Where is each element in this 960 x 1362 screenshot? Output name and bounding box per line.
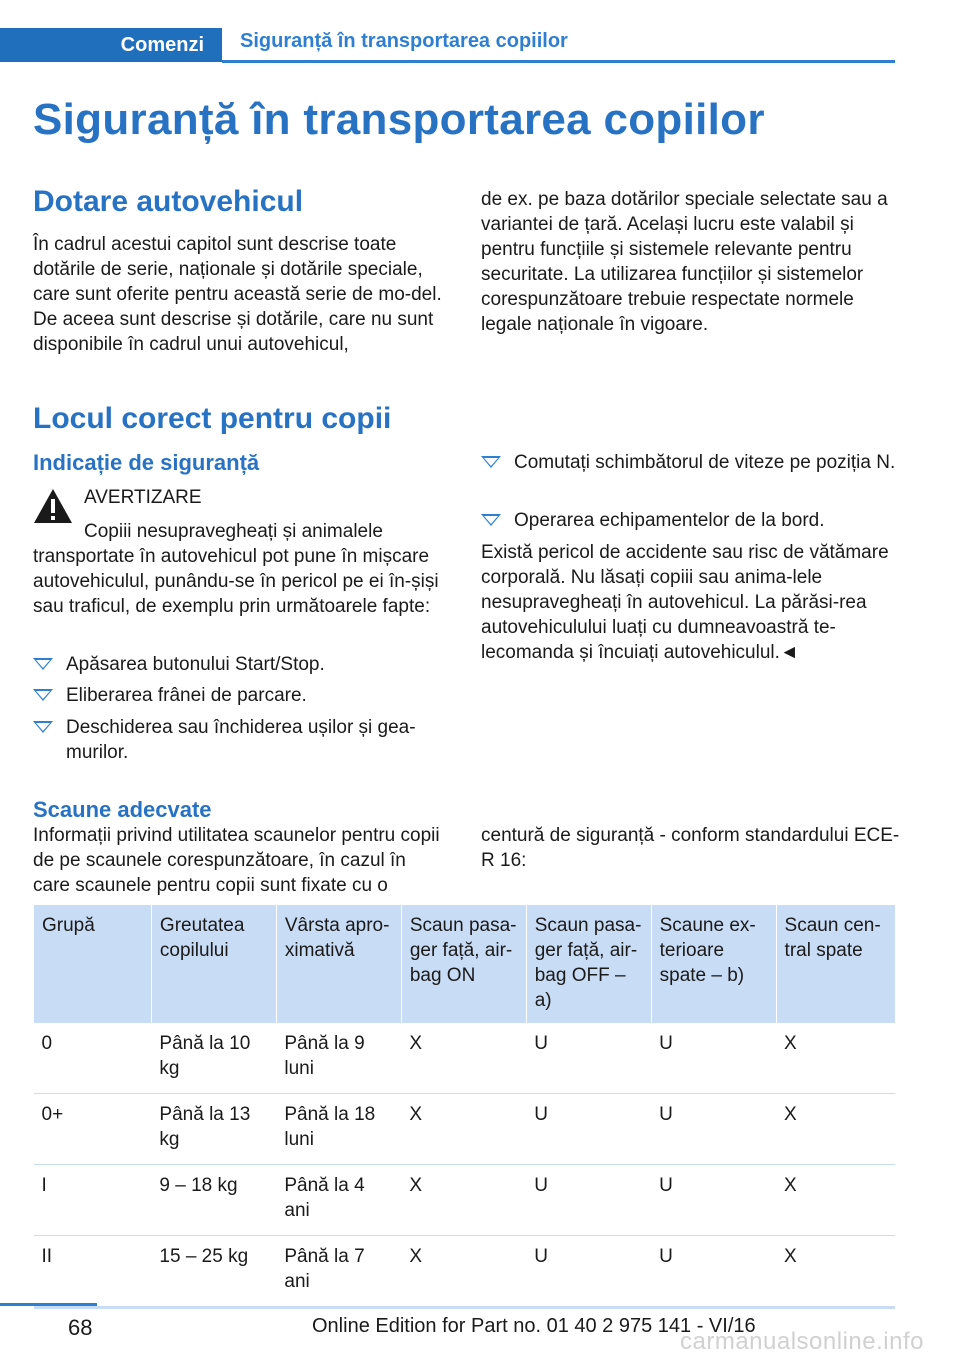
danger-text: Există pericol de accidente sau risc de vătămare corporală. Nu lăsați copiii sau anima-lele nesupravegheați în autovehicul. La părăsi-rea autovehiculului luați cu dumneavoastră te-lecomanda și încuiați autovehiculul.◄ <box>481 542 889 663</box>
bullet-triangle-icon <box>33 689 53 701</box>
header-weight: Greutatea copilului <box>151 905 276 1023</box>
table-cell: 15 – 25 kg <box>151 1236 276 1308</box>
bullet-triangle-icon <box>33 721 53 733</box>
warning-label: AVERTIZARE <box>84 487 202 508</box>
bullet-triangle-icon <box>481 514 501 526</box>
table-cell: Până la 4 ani <box>276 1165 401 1236</box>
list-item <box>33 652 453 677</box>
table-cell: X <box>776 1094 895 1165</box>
bullet-triangle-icon <box>481 456 501 468</box>
table-cell: II <box>34 1236 152 1308</box>
table-cell: U <box>526 1094 651 1165</box>
safety-note-heading: Indicație de siguranță <box>33 450 260 475</box>
table-row <box>34 1236 896 1308</box>
table-cell: I <box>34 1165 152 1236</box>
list-item <box>481 450 901 475</box>
chapter-tab[interactable]: Comenzi <box>0 28 222 62</box>
table-row <box>34 1094 896 1165</box>
watermark: carmanualsonline.info <box>680 1328 924 1355</box>
table-cell: Până la 7 ani <box>276 1236 401 1308</box>
child-seat-table <box>33 905 895 1309</box>
header-rear-center: Scaun cen-tral spate <box>776 905 895 1023</box>
table-cell: X <box>401 1023 526 1094</box>
footer-rule <box>0 1303 97 1306</box>
table-cell: 9 – 18 kg <box>151 1165 276 1236</box>
edition-note: Online Edition for Part no. 01 40 2 975 141 - VI/16 <box>312 1315 756 1337</box>
table-cell: X <box>776 1023 895 1094</box>
table-row <box>34 1023 896 1094</box>
list-item <box>33 683 453 708</box>
seats-text-col2: centură de siguranță - conform standardului ECE-R 16: <box>481 825 900 871</box>
header-rear-outer: Scaune ex-terioare spate – b) <box>651 905 776 1023</box>
list-item <box>33 715 453 765</box>
header-group: Grupă <box>34 905 152 1023</box>
list-item-text: Operarea echipamentelor de la bord. <box>514 510 825 531</box>
list-item <box>481 508 901 533</box>
table-cell: Până la 10 kg <box>151 1023 276 1094</box>
header-front-airbag-on: Scaun pasa-ger față, air-bag ON <box>401 905 526 1023</box>
table-cell: X <box>776 1236 895 1308</box>
table-cell: 0 <box>34 1023 152 1094</box>
table-cell: U <box>526 1023 651 1094</box>
section-title-suitable-seats: Scaune adecvate <box>33 797 212 822</box>
table-cell: X <box>401 1236 526 1308</box>
header-age: Vârsta apro-ximativă <box>276 905 401 1023</box>
list-item-text: Comutați schimbătorul de viteze pe poziția N. <box>514 452 896 473</box>
bullet-triangle-icon <box>33 658 53 670</box>
equipment-text-col1: În cadrul acestui capitol sunt descrise toate dotările de serie, naționale și dotările speciale, care sunt oferite pentru această serie de mo-del. De aceea sunt descrise și dotările, care nu sunt disponibile în cadrul unui autovehicul, <box>33 234 442 355</box>
section-title-child-seat-place: Locul corect pentru copii <box>33 402 392 435</box>
list-item-text: Deschiderea sau închiderea ușilor și gea-murilor. <box>66 717 416 763</box>
page-number: 68 <box>68 1315 93 1340</box>
header-rule <box>222 60 895 63</box>
warning-text: Copiii nesupravegheați și animalele transportate în autovehicul pot pune în mișcare autovehiculul, punându-se în pericol pe ei în-șiși sau traficul, de exemplu prin următoarele fapte: <box>33 521 439 617</box>
table-cell: U <box>651 1165 776 1236</box>
table-cell: U <box>651 1023 776 1094</box>
breadcrumb[interactable]: Siguranță în transportarea copiilor <box>240 30 568 52</box>
table-header-row <box>34 905 896 1023</box>
table-cell: Până la 18 luni <box>276 1094 401 1165</box>
list-item-text: Eliberarea frânei de parcare. <box>66 685 307 706</box>
table-cell: X <box>401 1094 526 1165</box>
page-title: Siguranță în transportarea copiilor <box>33 95 765 144</box>
equipment-text-col2: de ex. pe baza dotărilor speciale selectate sau a variantei de țară. Același lucru este valabil și pentru funcțiile și sistemele relevante pentru securitate. La utilizarea funcțiilor și sistemelor corespunzătoare trebuie respectate normele legale naționale în vigoare. <box>481 189 888 335</box>
table-cell: U <box>526 1236 651 1308</box>
list-item-text: Apăsarea butonului Start/Stop. <box>66 654 325 675</box>
table-cell: Până la 9 luni <box>276 1023 401 1094</box>
table-cell: U <box>651 1236 776 1308</box>
table-cell: 0+ <box>34 1094 152 1165</box>
table-row <box>34 1165 896 1236</box>
seats-text-col1: Informații privind utilitatea scaunelor pentru copii de pe scaunele corespunzătoare, în cazul în care scaunele pentru copii sunt fixate cu o <box>33 825 440 896</box>
table-cell: X <box>776 1165 895 1236</box>
table-cell: Până la 13 kg <box>151 1094 276 1165</box>
table-cell: X <box>401 1165 526 1236</box>
table-cell: U <box>526 1165 651 1236</box>
header-front-airbag-off: Scaun pasa-ger față, air-bag OFF – a) <box>526 905 651 1023</box>
section-title-equipment: Dotare autovehicul <box>33 185 304 218</box>
table-cell: U <box>651 1094 776 1165</box>
